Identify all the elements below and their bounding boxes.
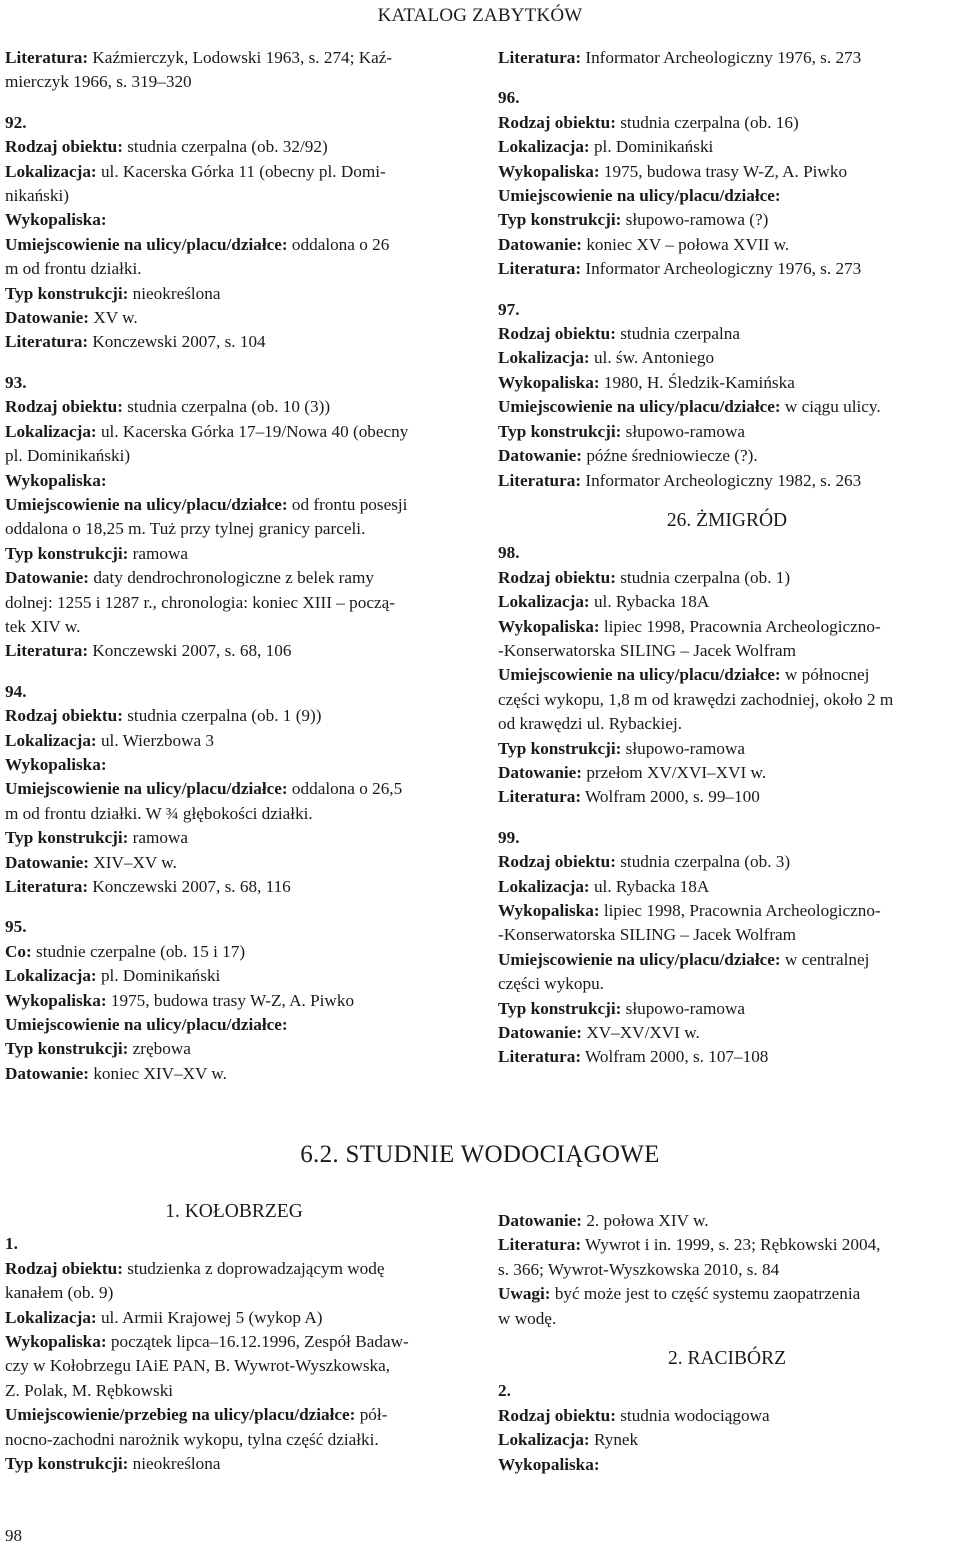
text-line — [5, 566, 463, 590]
field-value: studnia czerpalna (ob. 32/92) — [122, 137, 328, 157]
field-value: Informator Archeologiczny 1976, s. 273 — [581, 259, 862, 279]
text-line — [498, 395, 956, 419]
field-value: studnia czerpalna (ob. 3) — [615, 852, 791, 872]
text-line — [5, 208, 463, 232]
page-number: 98 — [5, 1526, 22, 1545]
field-value: ul. Rybacka 18A — [589, 592, 710, 612]
right-column-top — [498, 46, 956, 1086]
field-label: Datowanie: — [498, 446, 583, 466]
text-line — [498, 615, 956, 639]
text-line — [5, 777, 463, 801]
text-line — [498, 923, 956, 947]
text-line — [498, 135, 956, 159]
text-line — [5, 1379, 463, 1403]
text-line — [5, 282, 463, 306]
text-line — [498, 1307, 956, 1331]
text-line — [5, 444, 463, 468]
text-line — [5, 306, 463, 330]
text-line — [5, 964, 463, 988]
text-line — [5, 615, 463, 639]
text-line — [498, 639, 956, 663]
field-value: Wywrot i in. 1999, s. 23; Rębkowski 2004, — [581, 1235, 881, 1255]
text-line — [5, 704, 463, 728]
left-column-bottom — [5, 1200, 463, 1492]
field-label: Lokalizacja: — [5, 966, 97, 986]
entry-number: 2. — [498, 1381, 511, 1401]
field-value: 1975, budowa trasy W-Z, A. Piwko — [106, 990, 355, 1010]
field-label: Umiejscowienie na ulicy/placu/działce: — [5, 494, 288, 514]
field-label: Datowanie: — [498, 234, 583, 254]
text-line — [5, 160, 463, 184]
catalog-entry — [5, 111, 463, 355]
text-line — [5, 493, 463, 517]
entry-number: 96. — [498, 88, 520, 108]
field-value: studnia wodociągowa — [615, 1405, 770, 1425]
field-value: ul. Armii Krajowej 5 (wykop A) — [96, 1307, 323, 1327]
text-line — [5, 330, 463, 354]
field-value: nieokreślona — [128, 1454, 221, 1474]
field-value: Konczewski 2007, s. 104 — [88, 332, 266, 352]
text-line — [5, 257, 463, 281]
text-line — [5, 1403, 463, 1427]
field-label: Lokalizacja: — [498, 348, 590, 368]
field-label: Typ konstrukcji: — [498, 421, 622, 441]
text-line — [498, 46, 956, 70]
text-line — [498, 688, 956, 712]
text-line — [498, 972, 956, 996]
text-line — [5, 1281, 463, 1305]
field-label: Literatura: — [498, 259, 582, 279]
text-line — [5, 46, 463, 70]
field-value: daty dendrochronologiczne z belek ramy — [89, 568, 374, 588]
catalog-entry — [498, 541, 956, 809]
catalog-entry — [498, 826, 956, 1070]
field-value: pół- — [355, 1405, 388, 1425]
field-label: Typ konstrukcji: — [5, 1454, 129, 1474]
field-value: 1975, budowa trasy W-Z, A. Piwko — [599, 161, 848, 181]
text-line — [5, 184, 463, 208]
text-line — [498, 1404, 956, 1428]
field-label: Datowanie: — [5, 1063, 90, 1083]
field-value: początek lipca–16.12.1996, Zespół Badaw- — [106, 1332, 409, 1352]
field-value: ramowa — [128, 543, 189, 563]
section-title: 6.2. STUDNIE WODOCIĄGOWE — [300, 1141, 660, 1168]
text-line — [5, 420, 463, 444]
field-value: ul. Rybacka 18A — [589, 876, 710, 896]
field-label: Umiejscowienie na ulicy/placu/działce: — [5, 1015, 288, 1035]
field-value: studnia czerpalna (ob. 1) — [615, 567, 791, 587]
field-value: koniec XV – połowa XVII w. — [582, 234, 790, 254]
field-value: pl. Dominikański) — [5, 446, 131, 466]
field-label: Rodzaj obiektu: — [5, 1258, 123, 1278]
field-value: Informator Archeologiczny 1982, s. 263 — [581, 470, 862, 490]
field-value: zrębowa — [128, 1039, 191, 1059]
field-label: Typ konstrukcji: — [5, 283, 129, 303]
field-value: studnia czerpalna (ob. 10 (3)) — [122, 397, 331, 417]
field-value: nocno-zachodni narożnik wykopu, tylna część działki. — [5, 1429, 379, 1449]
field-value: tek XIV w. — [5, 616, 81, 636]
field-value: od frontu posesji — [287, 494, 408, 514]
field-label: Datowanie: — [498, 762, 583, 782]
text-line — [498, 948, 956, 972]
text-line — [498, 233, 956, 257]
running-head: KATALOG ZABYTKÓW — [377, 5, 583, 26]
field-label: Literatura: — [498, 787, 582, 807]
field-label: Lokalizacja: — [498, 1430, 590, 1450]
town-heading: 26. ŻMIGRÓD — [666, 509, 788, 531]
text-line — [5, 753, 463, 777]
text-line — [498, 1282, 956, 1306]
field-value: studnia czerpalna — [615, 324, 741, 344]
field-value: słupowo-ramowa (?) — [621, 210, 769, 230]
field-value: oddalona o 18,25 m. Tuż przy tylnej granicy parceli. — [5, 519, 366, 539]
text-line — [498, 184, 956, 208]
field-label: Wykopaliska: — [5, 1332, 107, 1352]
field-label: Literatura: — [498, 48, 582, 67]
text-line — [498, 566, 956, 590]
catalog-entry — [498, 298, 956, 493]
field-value: słupowo-ramowa — [621, 998, 745, 1018]
text-line — [5, 639, 463, 663]
text-line — [498, 761, 956, 785]
field-value: oddalona o 26 — [287, 234, 390, 254]
right-column-bottom — [498, 1209, 956, 1493]
text-line — [5, 802, 463, 826]
entry-number: 93. — [5, 372, 27, 392]
field-label: Literatura: — [498, 1047, 582, 1067]
field-label: Literatura: — [5, 48, 89, 67]
field-value: od krawędzi ul. Rybackiej. — [498, 714, 683, 734]
field-label: Umiejscowienie na ulicy/placu/działce: — [498, 186, 781, 206]
field-label: Uwagi: — [498, 1284, 551, 1304]
field-value: czy w Kołobrzegu IAiE PAN, B. Wywrot-Wyszkowska, — [5, 1356, 391, 1376]
field-label: Datowanie: — [5, 852, 90, 872]
text-line — [498, 469, 956, 493]
field-value: pl. Dominikański — [589, 137, 714, 157]
entry-number: 94. — [5, 681, 27, 701]
text-line — [498, 850, 956, 874]
field-label: Rodzaj obiektu: — [498, 1405, 616, 1425]
catalog-entry — [5, 371, 463, 664]
field-value: lipiec 1998, Pracownia Archeologiczno- — [599, 616, 881, 636]
text-line — [5, 135, 463, 159]
field-label: Literatura: — [5, 641, 89, 661]
text-line — [5, 1037, 463, 1061]
catalog-entry — [5, 680, 463, 900]
field-label: Wykopaliska: — [5, 470, 107, 490]
field-value: słupowo-ramowa — [621, 421, 745, 441]
text-line — [5, 591, 463, 615]
field-label: Rodzaj obiektu: — [5, 706, 123, 726]
field-value: przełom XV/XVI–XVI w. — [582, 762, 767, 782]
field-value: XV w. — [89, 308, 138, 328]
field-label: Co: — [5, 941, 32, 961]
field-value: ul. Kacerska Górka 17–19/Nowa 40 (obecny — [96, 421, 409, 441]
text-line — [5, 395, 463, 419]
field-value: w wodę. — [498, 1308, 557, 1328]
field-value: studnia czerpalna (ob. 1 (9)) — [122, 706, 322, 726]
field-label: Lokalizacja: — [5, 421, 97, 441]
field-label: Umiejscowienie na ulicy/placu/działce: — [5, 779, 288, 799]
field-label: Rodzaj obiektu: — [498, 567, 616, 587]
field-value: s. 366; Wywrot-Wyszkowska 2010, s. 84 — [498, 1259, 780, 1279]
field-value: części wykopu. — [498, 974, 604, 994]
field-label: Wykopaliska: — [5, 210, 107, 230]
field-value: być może jest to część systemu zaopatrzenia — [550, 1284, 861, 1304]
text-line — [498, 997, 956, 1021]
field-value: Informator Archeologiczny 1976, s. 273 — [581, 48, 862, 67]
field-value: Konczewski 2007, s. 68, 106 — [88, 641, 292, 661]
field-value: w centralnej — [780, 949, 870, 969]
catalog-entry — [5, 1232, 463, 1476]
text-line — [498, 322, 956, 346]
entries-block — [498, 86, 956, 493]
entry-number: 98. — [498, 543, 520, 563]
text-line — [5, 1354, 463, 1378]
text-line — [5, 70, 463, 94]
field-value: Konczewski 2007, s. 68, 116 — [88, 877, 291, 896]
text-line — [498, 785, 956, 809]
field-label: Lokalizacja: — [5, 1307, 97, 1327]
town-heading: 2. RACIBÓRZ — [667, 1348, 787, 1370]
field-value: studnia czerpalna (ob. 16) — [615, 112, 799, 132]
text-line — [5, 1062, 463, 1086]
field-label: Typ konstrukcji: — [5, 828, 129, 848]
field-label: Datowanie: — [5, 568, 90, 588]
entry-number: 95. — [5, 917, 27, 937]
field-value: Z. Polak, M. Rębkowski — [5, 1380, 174, 1400]
text-line — [5, 1452, 463, 1476]
field-value: w ciągu ulicy. — [780, 397, 881, 417]
field-label: Literatura: — [5, 332, 89, 352]
intro-block — [498, 46, 956, 70]
field-label: Wykopaliska: — [5, 990, 107, 1010]
field-label: Datowanie: — [498, 1023, 583, 1043]
field-label: Rodzaj obiektu: — [5, 137, 123, 157]
field-label: Literatura: — [498, 1235, 582, 1255]
text-line — [498, 257, 956, 281]
field-label: Rodzaj obiektu: — [498, 852, 616, 872]
field-label: Lokalizacja: — [498, 137, 590, 157]
field-label: Wykopaliska: — [498, 616, 600, 636]
intro-block — [5, 46, 463, 95]
field-value: koniec XIV–XV w. — [89, 1063, 227, 1083]
field-value: Wolfram 2000, s. 99–100 — [581, 787, 760, 807]
field-label: Umiejscowienie/przebieg na ulicy/placu/działce: — [5, 1405, 356, 1425]
text-line — [5, 826, 463, 850]
text-line — [498, 420, 956, 444]
entry-number: 99. — [498, 827, 520, 847]
field-label: Lokalizacja: — [498, 876, 590, 896]
entry-number: 92. — [5, 112, 27, 132]
text-line — [5, 1257, 463, 1281]
entry-number: 97. — [498, 299, 520, 319]
field-value: XV–XV/XVI w. — [582, 1023, 700, 1043]
field-label: Umiejscowienie na ulicy/placu/działce: — [498, 397, 781, 417]
text-line — [5, 517, 463, 541]
field-value: dolnej: 1255 i 1287 r., chronologia: koniec XIII – począ- — [5, 592, 395, 612]
catalog-entry — [5, 915, 463, 1086]
text-line — [498, 1209, 956, 1233]
text-line — [5, 940, 463, 964]
text-line — [5, 1013, 463, 1037]
field-label: Literatura: — [498, 470, 582, 490]
catalog-entry — [498, 1379, 956, 1477]
field-value: lipiec 1998, Pracownia Archeologiczno- — [599, 901, 881, 920]
continuation-block — [498, 1209, 956, 1331]
field-value: późne średniowiecze (?). — [582, 446, 758, 466]
field-label: Typ konstrukcji: — [498, 998, 622, 1018]
field-label: Umiejscowienie na ulicy/placu/działce: — [498, 665, 781, 685]
field-value: Wolfram 2000, s. 107–108 — [581, 1047, 769, 1067]
text-line — [498, 590, 956, 614]
field-value: Rynek — [589, 1430, 639, 1450]
text-line — [498, 1428, 956, 1452]
text-line — [5, 1330, 463, 1354]
field-label: Typ konstrukcji: — [5, 543, 129, 563]
field-label: Datowanie: — [498, 1211, 583, 1230]
text-line — [498, 346, 956, 370]
field-value: -Konserwatorska SILING – Jacek Wolfram — [498, 925, 797, 945]
field-value: studzienka z doprowadzającym wodę — [122, 1258, 385, 1278]
text-line — [5, 851, 463, 875]
text-line — [498, 1453, 956, 1477]
text-line — [498, 111, 956, 135]
field-value: XIV–XV w. — [89, 852, 177, 872]
field-value: ul. św. Antoniego — [589, 348, 715, 368]
text-line — [498, 1233, 956, 1257]
field-value: ul. Wierzbowa 3 — [96, 730, 215, 750]
text-line — [498, 208, 956, 232]
field-label: Wykopaliska: — [498, 901, 600, 920]
field-value: -Konserwatorska SILING – Jacek Wolfram — [498, 640, 797, 660]
text-line — [5, 989, 463, 1013]
field-label: Wykopaliska: — [498, 372, 600, 392]
field-label: Wykopaliska: — [498, 1454, 600, 1474]
field-label: Typ konstrukcji: — [498, 738, 622, 758]
text-line — [5, 875, 463, 899]
field-value: m od frontu działki. W ¾ głębokości działki. — [5, 803, 313, 823]
entry-number: 1. — [5, 1234, 18, 1254]
field-label: Datowanie: — [5, 308, 90, 328]
field-value: w północnej — [780, 665, 870, 685]
field-value: 1980, H. Śledzik-Kamińska — [599, 372, 795, 392]
field-label: Typ konstrukcji: — [498, 210, 622, 230]
field-label: Rodzaj obiektu: — [498, 324, 616, 344]
field-value: nieokreślona — [128, 283, 221, 303]
text-line — [498, 712, 956, 736]
field-label: Rodzaj obiektu: — [498, 112, 616, 132]
field-value: 2. połowa XIV w. — [582, 1211, 709, 1230]
field-label: Lokalizacja: — [5, 730, 97, 750]
entries-block — [498, 541, 956, 1070]
text-line — [498, 663, 956, 687]
field-value: słupowo-ramowa — [621, 738, 745, 758]
text-line — [5, 1306, 463, 1330]
entries-block — [5, 111, 463, 1086]
text-line — [5, 233, 463, 257]
text-line — [5, 729, 463, 753]
text-line — [498, 875, 956, 899]
field-value: studnie czerpalne (ob. 15 i 17) — [31, 941, 246, 961]
field-label: Typ konstrukcji: — [5, 1039, 129, 1059]
text-line — [498, 1258, 956, 1282]
text-line — [5, 1428, 463, 1452]
text-line — [498, 444, 956, 468]
field-value: mierczyk 1966, s. 319–320 — [5, 72, 192, 92]
field-value: nikański) — [5, 186, 69, 206]
left-column-top — [5, 46, 463, 1102]
text-line — [498, 1045, 956, 1069]
field-label: Wykopaliska: — [5, 754, 107, 774]
text-line — [5, 542, 463, 566]
field-label: Umiejscowienie na ulicy/placu/działce: — [498, 949, 781, 969]
catalog-entry — [498, 86, 956, 281]
text-line — [498, 160, 956, 184]
field-value: oddalona o 26,5 — [287, 779, 403, 799]
text-line — [498, 371, 956, 395]
field-value: ramowa — [128, 828, 189, 848]
field-label: Literatura: — [5, 877, 89, 896]
text-line — [498, 737, 956, 761]
field-label: Lokalizacja: — [5, 161, 97, 181]
entries-block — [5, 1232, 463, 1476]
town-heading: 1. KOŁOBRZEG — [165, 1201, 303, 1222]
field-label: Wykopaliska: — [498, 161, 600, 181]
text-line — [498, 899, 956, 923]
field-label: Umiejscowienie na ulicy/placu/działce: — [5, 234, 288, 254]
field-label: Lokalizacja: — [498, 592, 590, 612]
field-value: kanałem (ob. 9) — [5, 1283, 114, 1303]
field-value: pl. Dominikański — [96, 966, 221, 986]
text-line — [498, 1021, 956, 1045]
entries-block — [498, 1379, 956, 1477]
field-label: Rodzaj obiektu: — [5, 397, 123, 417]
field-value: części wykopu, 1,8 m od krawędzi zachodniej, około 2 m — [498, 689, 894, 709]
field-value: m od frontu działki. — [5, 259, 142, 279]
text-line — [5, 469, 463, 493]
field-value: ul. Kacerska Górka 11 (obecny pl. Domi- — [96, 161, 386, 181]
field-value: Kaźmierczyk, Lodowski 1963, s. 274; Kaź- — [88, 48, 393, 67]
